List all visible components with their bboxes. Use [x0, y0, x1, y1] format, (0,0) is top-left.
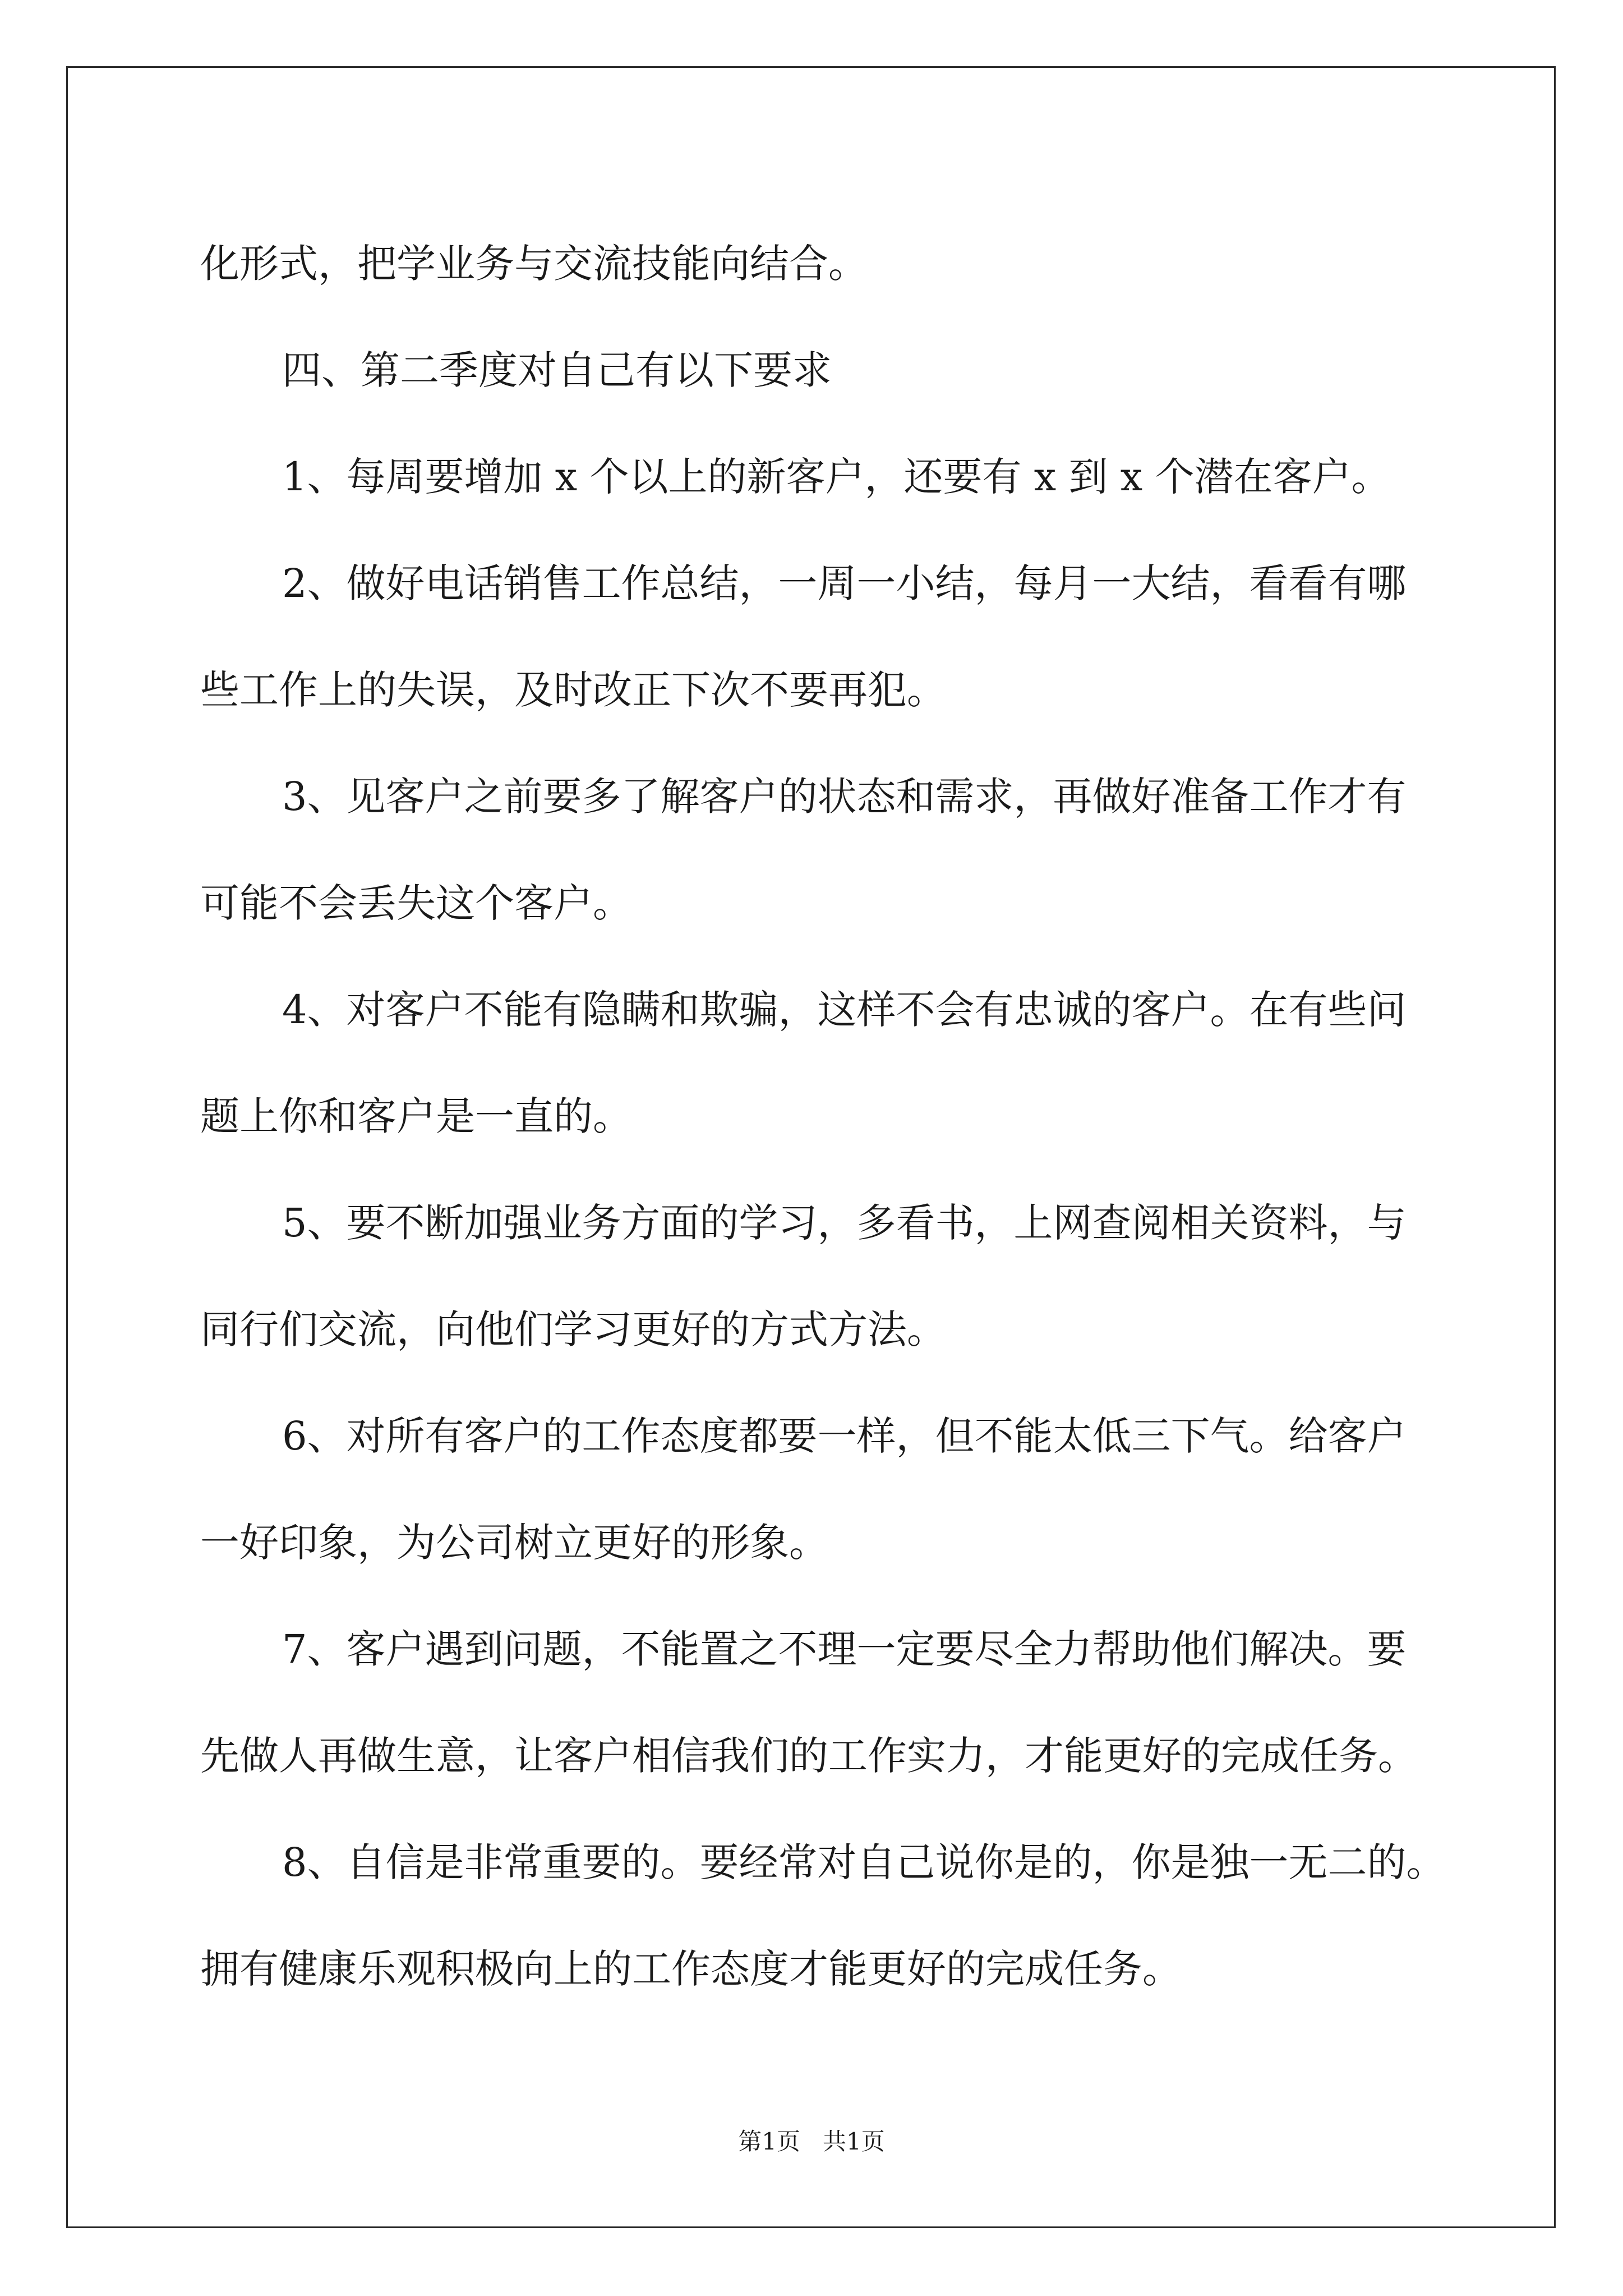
document-body [200, 210, 1446, 2022]
paragraph-line: 5、要不断加强业务方面的学习，多看书，上网查阅相关资料，与 [282, 1200, 1407, 1246]
paragraph-line: 些工作上的失误，及时改正下次不要再犯。 [200, 667, 946, 713]
paragraph-line: 可能不会丢失这个客户。 [200, 880, 632, 926]
section-heading: 四、第二季度对自己有以下要求 [282, 347, 832, 393]
paragraph-line: 2、做好电话销售工作总结，一周一小结，每月一大结，看看有哪 [282, 560, 1407, 606]
paragraph-line: 拥有健康乐观积极向上的工作态度才能更好的完成任务。 [200, 1946, 1182, 1992]
paragraph-line: 一好印象，为公司树立更好的形象。 [200, 1520, 828, 1566]
paragraph-line: 8、自信是非常重要的。要经常对自己说你是的，你是独一无二的。 [282, 1839, 1446, 1885]
paragraph-line: 6、对所有客户的工作态度都要一样，但不能太低三下气。给客户 [282, 1413, 1407, 1459]
paragraph-line: 7、客户遇到问题，不能置之不理一定要尽全力帮助他们解决。要 [282, 1626, 1407, 1672]
paragraph-line: 同行们交流，向他们学习更好的方式方法。 [200, 1306, 946, 1352]
paragraph-line: 化形式，把学业务与交流技能向结合。 [200, 241, 868, 287]
paragraph-line: 1、每周要增加 x 个以上的新客户，还要有 x 到 x 个潜在客户。 [282, 454, 1391, 500]
paragraph-line: 3、见客户之前要多了解客户的状态和需求，再做好准备工作才有 [282, 774, 1407, 820]
paragraph-line: 先做人再做生意，让客户相信我们的工作实力，才能更好的完成任务。 [200, 1733, 1417, 1779]
page-number-footer: 第1页 共1页 [738, 2128, 885, 2155]
paragraph-line: 题上你和客户是一直的。 [200, 1093, 632, 1139]
paragraph-line: 4、对客户不能有隐瞒和欺骗，这样不会有忠诚的客户。在有些问 [282, 987, 1407, 1033]
